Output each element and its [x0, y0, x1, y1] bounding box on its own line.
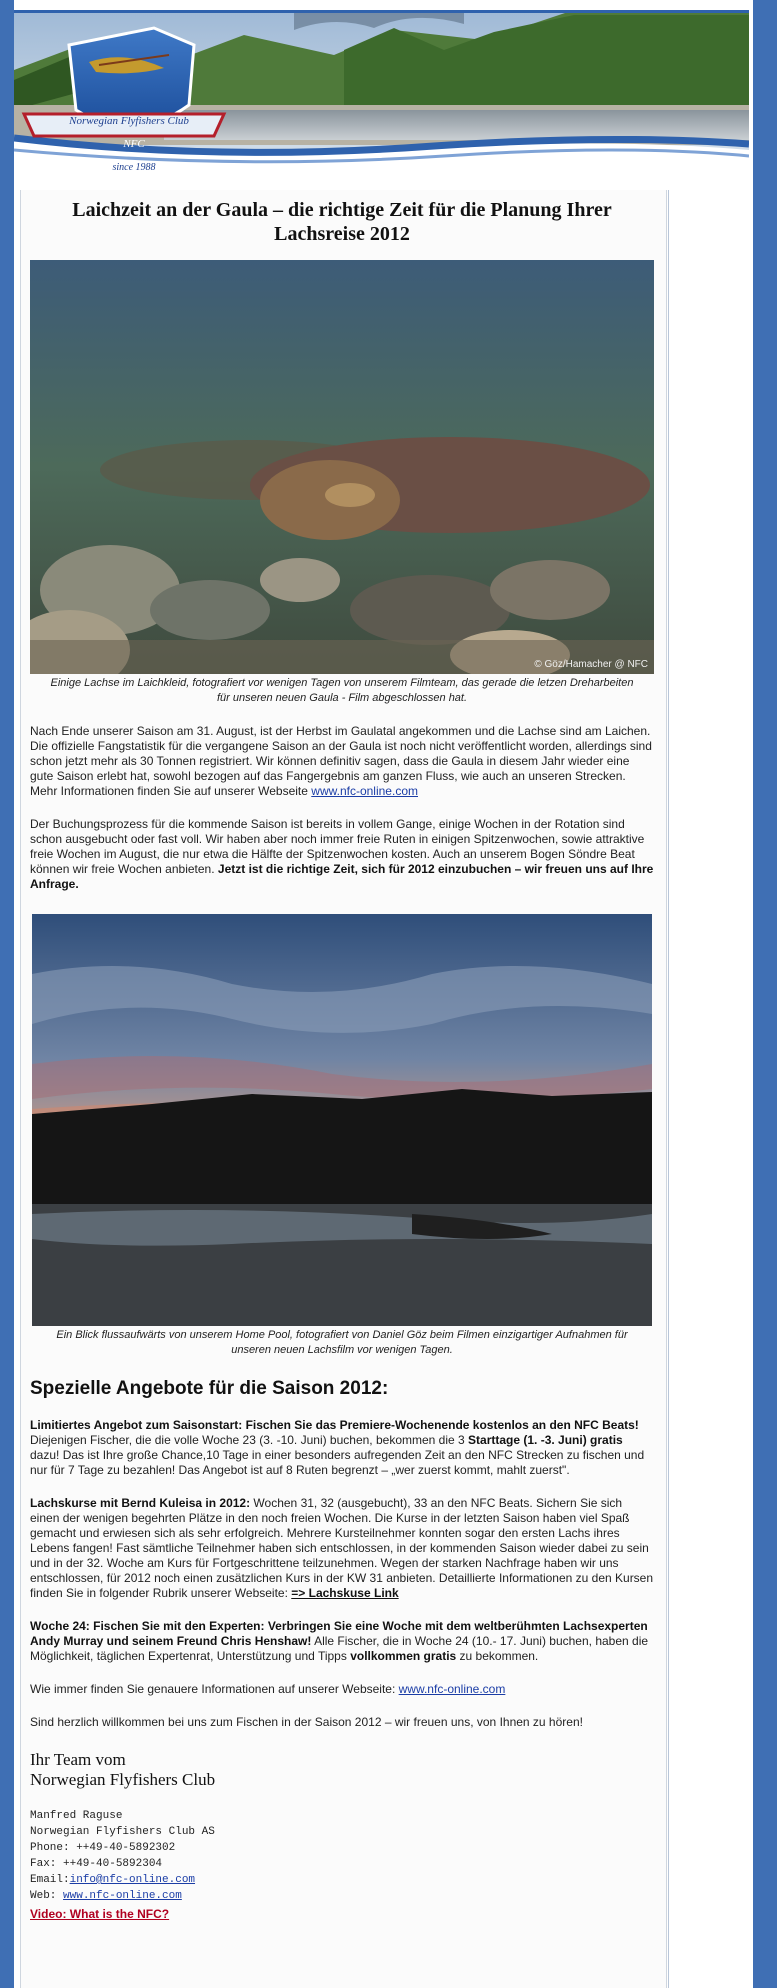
offer-season-start-text-b: dazu! Das ist Ihre große Chance,10 Tage in einer besonders aufregenden Zeit an den NFC Strecken zu fischen und nur für 7 Tage zu bezahlen! Das Angebot ist auf 8 Ruten begrenzt – „wer zuerst kommt, mahlt zuerst".: [30, 1448, 645, 1477]
paragraph-info-text: Wie immer finden Sie genauere Informationen auf unserer Webseite:: [30, 1682, 399, 1696]
offer-experts-text: Alle Fischer, die in Woche 24 (10.- 17. Juni) buchen, haben die Möglichkeit, täglichen Expertenrat, Unterstützung und Tipps: [30, 1634, 649, 1663]
offers-heading: Spezielle Angebote für die Saison 2012:: [30, 1378, 389, 1399]
offer-season-start-text-a: Diejenigen Fischer, die die volle Woche 23 (3. -10. Juni) buchen, bekommen die 3: [30, 1433, 469, 1447]
offer-experts: [30, 1619, 654, 1664]
signature-web-label: Web:: [30, 1890, 64, 1902]
offer-experts-free: vollkommen gratis: [350, 1649, 457, 1663]
paragraph-booking: [30, 817, 654, 892]
paragraph-season-end: [30, 724, 654, 799]
offer-season-start: [30, 1418, 654, 1478]
salmon-photo-credit: © Göz/Hamacher @ NFC: [534, 659, 648, 670]
booking-call-to-action: Jetzt ist die richtige Zeit, sich für 2012 einzubuchen – wir freuen uns auf Ihre Anfrage.: [30, 862, 654, 891]
team-signoff: [30, 1750, 654, 1790]
signature-email-label: Email:: [30, 1874, 70, 1886]
offer-experts-title: Woche 24: Fischen Sie mit den Experten: Verbringen Sie eine Woche mit dem weltberühmten Lachsexperten Andy Murray und seinem Freund Chris Henshaw!: [30, 1619, 648, 1648]
header-banner: [14, 10, 749, 190]
right-margin-panel: [668, 190, 753, 1988]
logo-abbreviation: NFC: [123, 138, 145, 150]
paragraph-booking-text: Der Buchungsprozess für die kommende Saison ist bereits in vollem Gange, einige Wochen in der Rotation sind schon ausgebucht oder fast voll. Wir haben aber noch immer freie Ruten in einigen Spitzenwochen, sowie attraktive freie Wochen im August, die nur etwa die Hälfte der Spitzenwochen kosten. Auch an unserem Bogen Söndre Beat können wir freie Wochen anbieten.: [30, 817, 645, 876]
right-frame-border: [753, 0, 777, 1988]
logo-club-name: Norwegian Flyfishers Club: [69, 115, 189, 127]
paragraph-season-end-text: Nach Ende unserer Saison am 31. August, ist der Herbst im Gaulatal angekommen und die Lachse sind am Laichen. Die offizielle Fangstatistik für die vergangene Saison an der Gaula ist noch nicht veröffentlicht worden, allerdings sind schon jetzt mehr als 30 Tonnen registriert. Wir können definitiv sagen, dass die Gaula in diesem Jahr wieder eine gute Saison erlebt hat, sowohl bezogen auf das Fangergebnis am ganzen Fluss, wie auch an unseren Strecken. Mehr Informationen finden Sie auf unserer Webseite: [30, 724, 652, 798]
article-title: Laichzeit an der Gaula – die richtige Zeit für die Planung Ihrer Lachsreise 2012: [72, 199, 612, 245]
river-photo: [32, 914, 652, 1326]
paragraph-closing: Sind herzlich willkommen bei uns zum Fischen in der Saison 2012 – wir freuen uns, von Ihnen zu hören!: [30, 1715, 583, 1729]
offer-season-start-free-days: Starttage (1. -3. Juni) gratis: [468, 1433, 623, 1447]
salmon-photo: [30, 260, 654, 674]
paragraph-info: [30, 1682, 654, 1697]
team-line-1: Ihr Team vom: [30, 1750, 126, 1769]
courses-link[interactable]: => Lachskuse Link: [291, 1586, 399, 1600]
logo-since-text: since 1988: [112, 162, 156, 173]
river-photo-image: [32, 914, 652, 1326]
offer-experts-text-b: zu bekommen.: [456, 1649, 539, 1663]
signature-web-row: [30, 1888, 654, 1904]
river-photo-caption: Ein Blick flussaufwärts von unserem Home Pool, fotografiert von Daniel Göz beim Filmen einzigartiger Aufnahmen für unseren neuen Lachsfilm vor wenigen Tagen.: [56, 1329, 628, 1356]
left-frame-border: [0, 0, 14, 1988]
main-content-column: [20, 190, 667, 1988]
signature-company: Norwegian Flyfishers Club AS: [30, 1826, 215, 1838]
offer-courses-text: Wochen 31, 32 (ausgebucht), 33 an den NFC Beats. Sichern Sie sich einen der wenigen begehrten Plätze in den noch freien Wochen. Die Kurse in der letzten Saison haben viel Spaß gemacht und erwiesen sich als sehr erfolgreich. Mehrere Kursteilnehmer konnten sogar den ersten Lachs ihres Lebens fangen! Fast sämtliche Teilnehmer haben sich entschlossen, in der kommenden Saison wieder dabei zu sein und in der 32. Woche am Kurs für Fortgeschrittene teilzunehmen. Wegen der starken Nachfrage haben wir uns entschlossen, für 2012 noch einen zusätzlichen Kurs in der KW 31 anbieten. Detaillierte Informationen zu den Kursen finden Sie in folgender Rubrik unserer Webseite:: [30, 1496, 654, 1600]
article: [30, 198, 654, 1921]
signature-fax: Fax: ++49-40-5892304: [30, 1858, 163, 1870]
salmon-photo-caption: Einige Lachse im Laichkleid, fotografiert vor wenigen Tagen von unserem Filmteam, das gerade die letzen Dreharbeiten für unseren neuen Gaula - Film abgeschlossen hat.: [50, 677, 634, 704]
signature-block: [30, 1808, 654, 1904]
signature-name: Manfred Raguse: [30, 1810, 123, 1822]
signature-web-link[interactable]: www.nfc-online.com: [63, 1890, 182, 1902]
offer-season-start-title: Limitiertes Angebot zum Saisonstart: Fischen Sie das Premiere-Wochenende kostenlos an den NFC Beats!: [30, 1418, 639, 1432]
video-link[interactable]: Video: What is the NFC?: [30, 1907, 170, 1921]
salmon-photo-image: [30, 260, 654, 674]
offer-courses: [30, 1496, 654, 1601]
info-website-link[interactable]: www.nfc-online.com: [398, 1682, 506, 1696]
website-link[interactable]: www.nfc-online.com: [311, 784, 418, 798]
team-line-2: Norwegian Flyfishers Club: [30, 1770, 216, 1789]
signature-email-row: [30, 1872, 654, 1888]
signature-phone: Phone: ++49-40-5892302: [30, 1842, 176, 1854]
signature-email-link[interactable]: info@nfc-online.com: [69, 1874, 196, 1886]
offer-courses-title: Lachskurse mit Bernd Kuleisa in 2012:: [30, 1496, 251, 1510]
